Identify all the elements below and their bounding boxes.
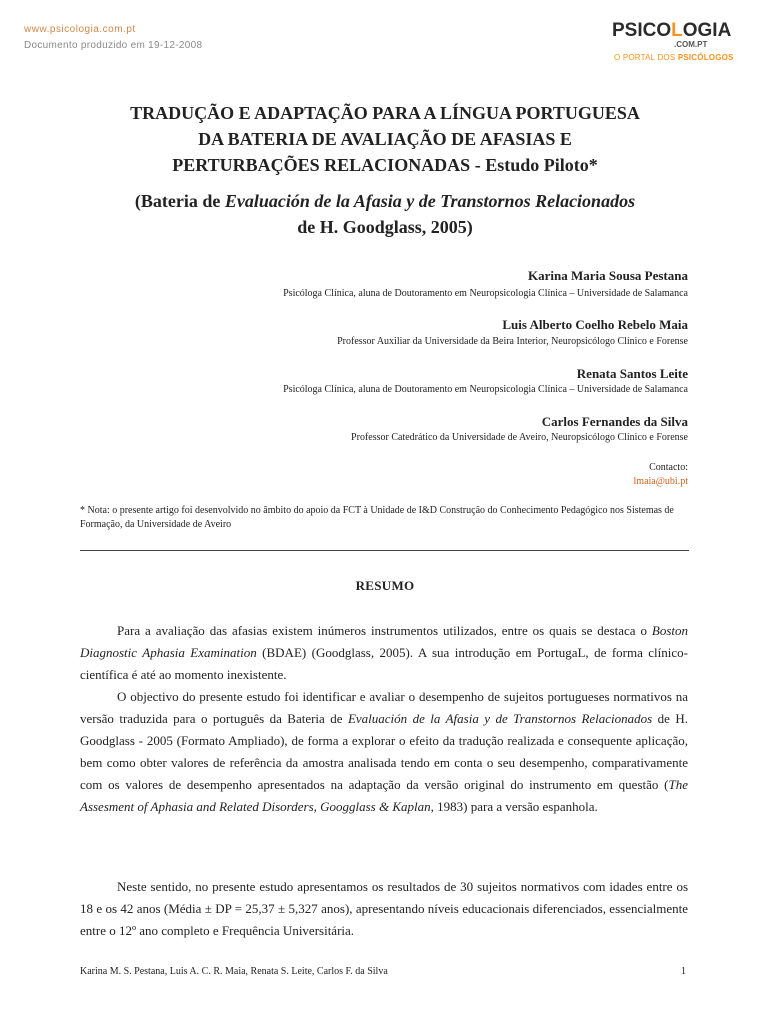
- author-affiliation: Psicóloga Clínica, aluna de Doutoramento em Neuropsicologia Clínica – Universidade de Salamanca: [283, 288, 688, 299]
- document-subtitle: [80, 188, 690, 240]
- funding-note: * Nota: o presente artigo foi desenvolvido no âmbito do apoio da FCT à Unidade de I&D Construção do Conhecimento Pedagógico nos Sistemas de Formação, da Universidade de Aveiro: [80, 505, 674, 530]
- logo-wordmark: PSICOLOGIA: [612, 20, 732, 41]
- subtitle-line-2: de H. Goodglass, 2005): [297, 217, 473, 237]
- abstract-paragraph: O objectivo do presente estudo foi identificar e avaliar o desempenho de sujeitos portugueses normativos na versão traduzida para o português da Bateria de Evaluación de la Afasia y de Transtornos Relacionados de H. Goodglass - 2005 (Formato Ampliado), de forma a explorar o efeito da tradução realizada e consequente aplicação, bem como obter valores de referência da amostra analisada tendo em conta o seu desempenho, comparativamente com os valores de desempenho apresentados na adaptação da versão original do instrumento em questão (The Assesment of Aphasia and Related Disorders, Googglass & Kaplan, 1983) para a versão espanhola.: [80, 689, 688, 814]
- abstract-paragraph: Neste sentido, no presente estudo apresentamos os resultados de 30 sujeitos normativos com idades entre os 18 e os 42 anos (Média ± DP = 25,37 ± 5,327 anos), apresentando níveis educacionais diferenciados, essencialmente entre o 12º ano completo e Frequência Universitária.: [80, 879, 688, 938]
- author-name: Carlos Fernandes da Silva: [541, 414, 688, 429]
- author-name: Renata Santos Leite: [576, 366, 688, 381]
- author-name: Karina Maria Sousa Pestana: [528, 268, 688, 283]
- contact-email-link[interactable]: lmaia@ubi.pt: [633, 476, 688, 487]
- abstract-heading: RESUMO: [355, 578, 415, 593]
- author-affiliation: Professor Catedrático da Universidade de Aveiro, Neuropsicólogo Clínico e Forense: [351, 432, 688, 443]
- page-number: 1: [681, 966, 686, 977]
- author-affiliation: Professor Auxiliar da Universidade da Beira Interior, Neuropsicólogo Clínico e Forense: [337, 336, 688, 347]
- psicologia-logo[interactable]: [612, 20, 742, 68]
- logo-domain: .COM.PT: [674, 40, 708, 49]
- site-url[interactable]: www.psicologia.com.pt: [24, 24, 136, 35]
- subtitle-line-1: (Bateria de Evaluación de la Afasia y de Transtornos Relacionados: [134, 191, 636, 211]
- logo-tagline: O PORTAL DOS PSICÓLOGOS: [614, 53, 734, 62]
- abstract-paragraph: Para a avaliação das afasias existem inúmeros instrumentos utilizados, entre os quais se destaca o Boston Diagnostic Aphasia Examination (BDAE) (Goodglass, 2005). A sua introdução em PortugaL, de forma clínico-científica é até ao momento inexistente.: [80, 623, 688, 682]
- divider: [80, 550, 689, 551]
- document-date: Documento produzido em 19-12-2008: [24, 40, 203, 51]
- footer-authors: Karina M. S. Pestana, Luis A. C. R. Maia, Renata S. Leite, Carlos F. da Silva: [80, 966, 388, 977]
- title-line-2: DA BATERIA DE AVALIAÇÃO DE AFASIAS E: [198, 129, 572, 149]
- title-line-3: PERTURBAÇÕES RELACIONADAS - Estudo Piloto*: [172, 155, 598, 175]
- title-line-1: TRADUÇÃO E ADAPTAÇÃO PARA A LÍNGUA PORTUGUESA: [130, 103, 640, 123]
- author-affiliation: Psicóloga Clínica, aluna de Doutoramento em Neuropsicologia Clínica – Universidade de Salamanca: [283, 384, 688, 395]
- contact-label: Contacto:: [649, 462, 688, 473]
- document-title: [80, 100, 690, 178]
- author-name: Luis Alberto Coelho Rebelo Maia: [502, 317, 688, 332]
